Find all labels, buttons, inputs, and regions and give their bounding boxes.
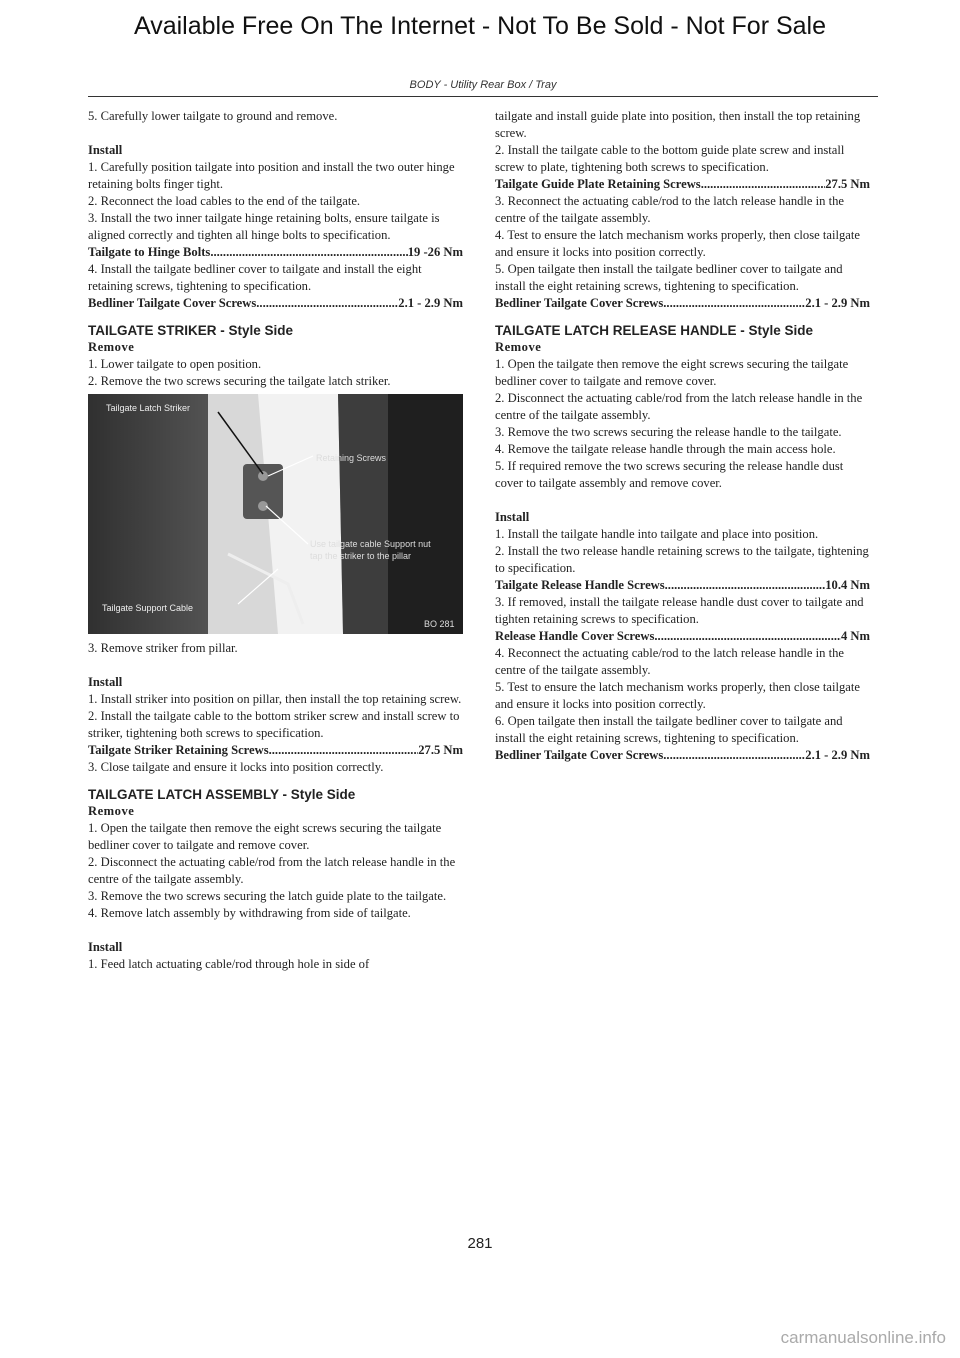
page-number: 281 — [467, 1235, 493, 1252]
paragraph: tailgate and install guide plate into position, then install the top retaining screw. — [495, 109, 861, 140]
paragraph: 5. Carefully lower tailgate to ground and remove. — [88, 109, 338, 123]
paragraph: 3. Install the two inner tailgate hinge retaining bolts, ensure tailgate is aligned correctly and tighten all hinge bolts to specification. — [88, 211, 440, 242]
paragraph: 1. Carefully position tailgate into position and install the two outer hinge retaining bolts finger tight. — [88, 160, 455, 191]
paragraph: 1. Feed latch actuating cable/rod through hole in side of — [88, 957, 370, 971]
section-header: BODY - Utility Rear Box / Tray — [409, 79, 557, 91]
torque-spec — [88, 295, 463, 312]
torque-spec-label: Release Handle Cover Screws — [495, 629, 655, 643]
paragraph: 5. Open tailgate then install the tailgate bedliner cover to tailgate and install the eight retaining screws, tightening to specification. — [495, 262, 843, 293]
torque-spec-value: 2.1 - 2.9 Nm — [805, 748, 870, 762]
torque-spec-label: Tailgate Striker Retaining Screws — [88, 743, 269, 757]
paragraph: 5. Test to ensure the latch mechanism works properly, then close tailgate and ensure it locks into position correctly. — [495, 680, 860, 711]
torque-spec-label: Tailgate Release Handle Screws — [495, 578, 665, 592]
paragraph: 2. Remove the two screws securing the tailgate latch striker. — [88, 374, 391, 388]
paragraph: 2. Reconnect the load cables to the end of the tailgate. — [88, 194, 361, 208]
torque-spec — [495, 295, 870, 312]
torque-spec — [495, 747, 870, 764]
torque-spec-value: 27.5 Nm — [418, 743, 463, 757]
left-column — [88, 108, 463, 973]
torque-spec-value: 4 Nm — [840, 629, 870, 643]
torque-spec-label: Tailgate Guide Plate Retaining Screws — [495, 177, 701, 191]
paragraph: 2. Disconnect the actuating cable/rod from the latch release handle in the centre of the tailgate assembly. — [88, 855, 456, 886]
torque-spec — [88, 244, 463, 261]
section-title: TAILGATE LATCH RELEASE HANDLE - Style Side — [495, 323, 814, 338]
install-heading: Install — [88, 675, 123, 689]
remove-heading: Remove — [88, 804, 135, 818]
torque-spec-value: 2.1 - 2.9 Nm — [398, 296, 463, 310]
torque-spec-label: Tailgate to Hinge Bolts — [88, 245, 211, 259]
torque-spec-label: Bedliner Tailgate Cover Screws — [88, 296, 257, 310]
paragraph: 6. Open tailgate then install the tailgate bedliner cover to tailgate and install the eight retaining screws, tightening to specification. — [495, 714, 843, 745]
remove-heading: Remove — [88, 340, 135, 354]
paragraph: 2. Install the tailgate cable to the bottom striker screw and install screw to striker, tightening both screws to specification. — [88, 709, 460, 740]
install-heading: Install — [495, 510, 530, 524]
callout-label: Retaining Screws — [316, 453, 387, 463]
paragraph: 1. Install the tailgate handle into tailgate and place into position. — [495, 527, 819, 541]
paragraph: 2. Disconnect the actuating cable/rod from the latch release handle in the centre of the tailgate assembly. — [495, 391, 863, 422]
install-heading: Install — [88, 940, 123, 954]
torque-spec-value: 10.4 Nm — [825, 578, 870, 592]
torque-spec — [495, 628, 870, 645]
torque-spec-value: 19 -26 Nm — [407, 245, 463, 259]
striker-photo — [88, 394, 463, 634]
right-column — [495, 108, 870, 764]
paragraph: 3. If removed, install the tailgate release handle dust cover to tailgate and tighten retaining screws to specification. — [495, 595, 864, 626]
paragraph: 1. Open the tailgate then remove the eight screws securing the tailgate bedliner cover to tailgate and remove cover. — [495, 357, 849, 388]
footer-watermark: carmanualsonline.info — [780, 1328, 946, 1347]
paragraph: 4. Reconnect the actuating cable/rod to the latch release handle in the centre of the tailgate assembly. — [495, 646, 844, 677]
torque-spec — [495, 176, 870, 193]
torque-spec — [495, 577, 870, 594]
paragraph: 5. If required remove the two screws securing the release handle dust cover to tailgate assembly and remove cover. — [495, 459, 844, 490]
callout-label: Tailgate Support Cable — [102, 603, 194, 613]
torque-spec-label: Bedliner Tailgate Cover Screws — [495, 296, 664, 310]
torque-spec-value: 2.1 - 2.9 Nm — [805, 296, 870, 310]
torque-spec-value: 27.5 Nm — [825, 177, 870, 191]
paragraph: 2. Install the two release handle retaining screws to the tailgate, tightening to specification. — [495, 544, 869, 575]
section-title: TAILGATE LATCH ASSEMBLY - Style Side — [88, 787, 356, 802]
paragraph: 3. Close tailgate and ensure it locks into position correctly. — [88, 760, 384, 774]
paragraph: 1. Install striker into position on pillar, then install the top retaining screw. — [88, 692, 462, 706]
paragraph: 1. Lower tailgate to open position. — [88, 357, 262, 371]
torque-spec-label: Bedliner Tailgate Cover Screws — [495, 748, 664, 762]
callout-label: Use tailgate cable Support nut — [310, 539, 431, 549]
callout-label: Tailgate Latch Striker — [106, 403, 191, 413]
paragraph: 1. Open the tailgate then remove the eight screws securing the tailgate bedliner cover to tailgate and remove cover. — [88, 821, 442, 852]
watermark-banner: Available Free On The Internet - Not To Be Sold - Not For Sale — [133, 12, 827, 40]
remove-heading: Remove — [495, 340, 542, 354]
striker-photo-graphic — [88, 394, 463, 634]
torque-spec — [88, 742, 463, 759]
section-title: TAILGATE STRIKER - Style Side — [88, 323, 294, 338]
paragraph: 3. Reconnect the actuating cable/rod to the latch release handle in the centre of the tailgate assembly. — [495, 194, 844, 225]
paragraph: 3. Remove the two screws securing the latch guide plate to the tailgate. — [88, 889, 447, 903]
figure-code: BO 281 — [424, 619, 455, 629]
paragraph: 2. Install the tailgate cable to the bottom guide plate screw and install screw to plate, tightening both screws to specification. — [495, 143, 845, 174]
paragraph: 3. Remove the two screws securing the release handle to the tailgate. — [495, 425, 842, 439]
callout-label: tap the striker to the pillar — [310, 551, 412, 561]
paragraph: 4. Remove the tailgate release handle through the main access hole. — [495, 442, 836, 456]
paragraph: 4. Install the tailgate bedliner cover to tailgate and install the eight retaining screws, tightening to specification. — [88, 262, 422, 293]
paragraph: 4. Test to ensure the latch mechanism works properly, then close tailgate and ensure it locks into position correctly. — [495, 228, 860, 259]
install-heading: Install — [88, 143, 123, 157]
header-rule — [88, 96, 878, 97]
paragraph: 3. Remove striker from pillar. — [88, 641, 238, 655]
paragraph: 4. Remove latch assembly by withdrawing from side of tailgate. — [88, 906, 411, 920]
